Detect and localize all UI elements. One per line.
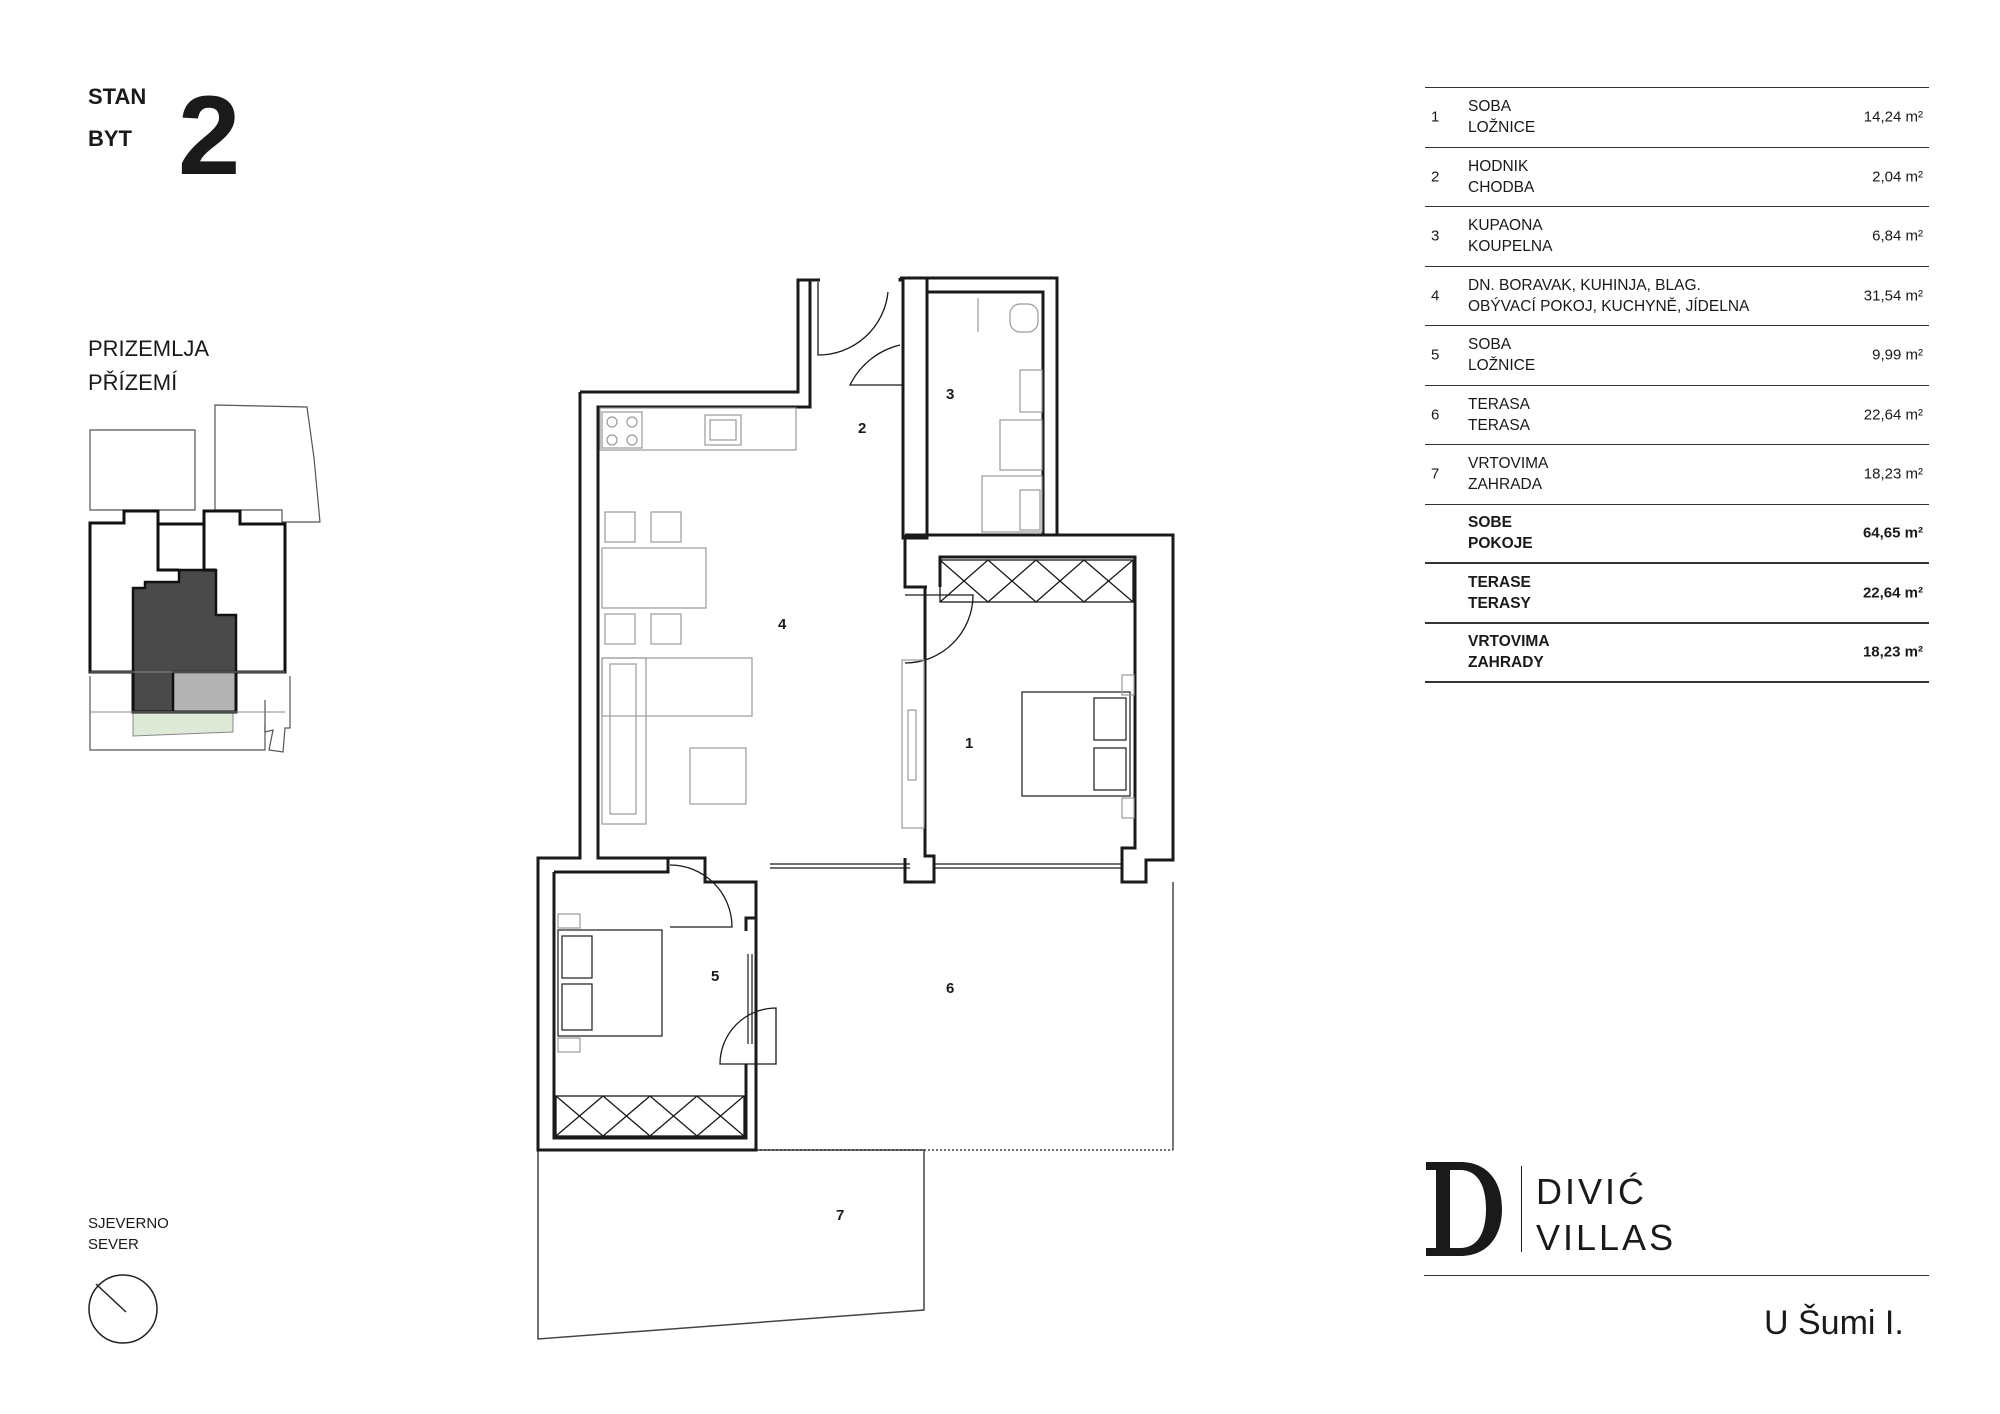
- bed-room5: [558, 914, 662, 1052]
- garden-outline: [538, 1150, 924, 1339]
- room-name-hr: SOBA: [1468, 336, 1512, 354]
- room-number: 7: [1431, 465, 1440, 483]
- logo-divider: [1521, 1166, 1522, 1252]
- room-area: 14,24 m²: [1863, 108, 1923, 126]
- north-label-hr: SJEVERNO: [88, 1215, 169, 1232]
- room-name-cz: OBÝVACÍ POKOJ, KUCHYNĚ, JÍDELNA: [1468, 297, 1750, 315]
- room-number: 6: [1431, 406, 1440, 424]
- table-row: [1425, 207, 1929, 267]
- unit-label-cz: BYT: [88, 126, 132, 151]
- total-name-cz: POKOJE: [1468, 535, 1533, 553]
- north-arrow-icon: [86, 1272, 160, 1346]
- room-name-hr: VRTOVIMA: [1468, 455, 1549, 473]
- total-name-cz: ZAHRADY: [1468, 654, 1544, 672]
- room-area: 9,99 m²: [1872, 346, 1923, 364]
- room-area: 22,64 m²: [1863, 406, 1923, 424]
- terrace-area: [173, 671, 236, 712]
- table-row: [1425, 445, 1929, 505]
- room-number: 5: [1431, 346, 1440, 364]
- room-number: 4: [1431, 287, 1440, 305]
- floor-plan: [520, 270, 1180, 1345]
- table-row: [1425, 326, 1929, 386]
- room-area: 31,54 m²: [1863, 287, 1923, 305]
- room-number: 3: [1431, 227, 1440, 245]
- project-name: U Šumi I.: [1764, 1304, 1904, 1342]
- glazing: [748, 864, 1173, 1150]
- unit-label-hr: STAN: [88, 84, 147, 109]
- room-name-cz: LOŽNICE: [1468, 357, 1536, 375]
- plan-label-room5: 5: [711, 968, 720, 985]
- plan-label-room6: 6: [946, 980, 955, 997]
- table-row: [1425, 88, 1929, 148]
- total-area: 18,23 m²: [1862, 643, 1923, 661]
- kitchen-counter: [600, 408, 796, 450]
- plan-label-room3: 3: [946, 386, 955, 403]
- total-row: [1425, 624, 1929, 684]
- total-row: [1425, 564, 1929, 624]
- wardrobe-room1: [940, 560, 1133, 602]
- tv-unit: [902, 660, 924, 828]
- wardrobe-room5: [556, 1096, 744, 1136]
- room-name-cz: ZAHRADA: [1468, 476, 1543, 494]
- room-area: 2,04 m²: [1872, 168, 1923, 186]
- walls: [538, 278, 1173, 1150]
- room-name-cz: CHODBA: [1468, 178, 1535, 196]
- total-name-hr: SOBE: [1468, 514, 1512, 532]
- room-area: 6,84 m²: [1872, 227, 1923, 245]
- room-number: 2: [1431, 168, 1440, 186]
- plan-label-room1: 1: [965, 735, 974, 752]
- room-area: 18,23 m²: [1863, 465, 1923, 483]
- room-name-hr: SOBA: [1468, 98, 1512, 116]
- neighbour-building-right: [215, 405, 320, 522]
- room-area-table: [1425, 87, 1929, 683]
- plan-label-room7: 7: [836, 1207, 845, 1224]
- brand-name-line2: VILLAS: [1536, 1217, 1677, 1258]
- sofa: [602, 658, 752, 824]
- total-name-hr: TERASE: [1468, 573, 1531, 591]
- north-label-cz: SEVER: [88, 1236, 139, 1253]
- bathroom-fixtures: [978, 298, 1042, 532]
- floor-label-cz: PŘÍZEMÍ: [88, 370, 178, 395]
- room-name-cz: TERASA: [1468, 416, 1531, 434]
- total-row: [1425, 505, 1929, 565]
- room-name-cz: LOŽNICE: [1468, 119, 1536, 137]
- neighbour-building-left: [90, 430, 195, 510]
- plan-label-room4: 4: [778, 616, 787, 633]
- total-area: 22,64 m²: [1862, 584, 1923, 602]
- divic-monogram-logo: [1424, 1160, 1504, 1258]
- dining-table: [602, 512, 706, 644]
- room-name-hr: DN. BORAVAK, KUHINJA, BLAG.: [1468, 276, 1701, 294]
- unit-number: 2: [178, 73, 239, 198]
- plan-label-room2: 2: [858, 420, 867, 437]
- table-row: [1425, 148, 1929, 208]
- room-name-hr: KUPAONA: [1468, 217, 1543, 235]
- site-key-plan: [80, 400, 340, 770]
- brand-name-line1: DIVIĆ: [1536, 1171, 1648, 1212]
- total-area: 64,65 m²: [1862, 524, 1923, 542]
- site-outline-right: [265, 676, 290, 752]
- room-number: 1: [1431, 108, 1440, 126]
- room-name-hr: TERASA: [1468, 395, 1531, 413]
- total-name-cz: TERASY: [1468, 594, 1531, 612]
- floor-label-hr: PRIZEMLJA: [88, 336, 210, 361]
- logo-rule: [1424, 1275, 1929, 1276]
- table-row: [1425, 267, 1929, 327]
- room-name-hr: HODNIK: [1468, 157, 1529, 175]
- table-row: [1425, 386, 1929, 446]
- bed-room1: [1022, 675, 1134, 818]
- total-name-hr: VRTOVIMA: [1468, 633, 1550, 651]
- room-name-cz: KOUPELNA: [1468, 238, 1553, 256]
